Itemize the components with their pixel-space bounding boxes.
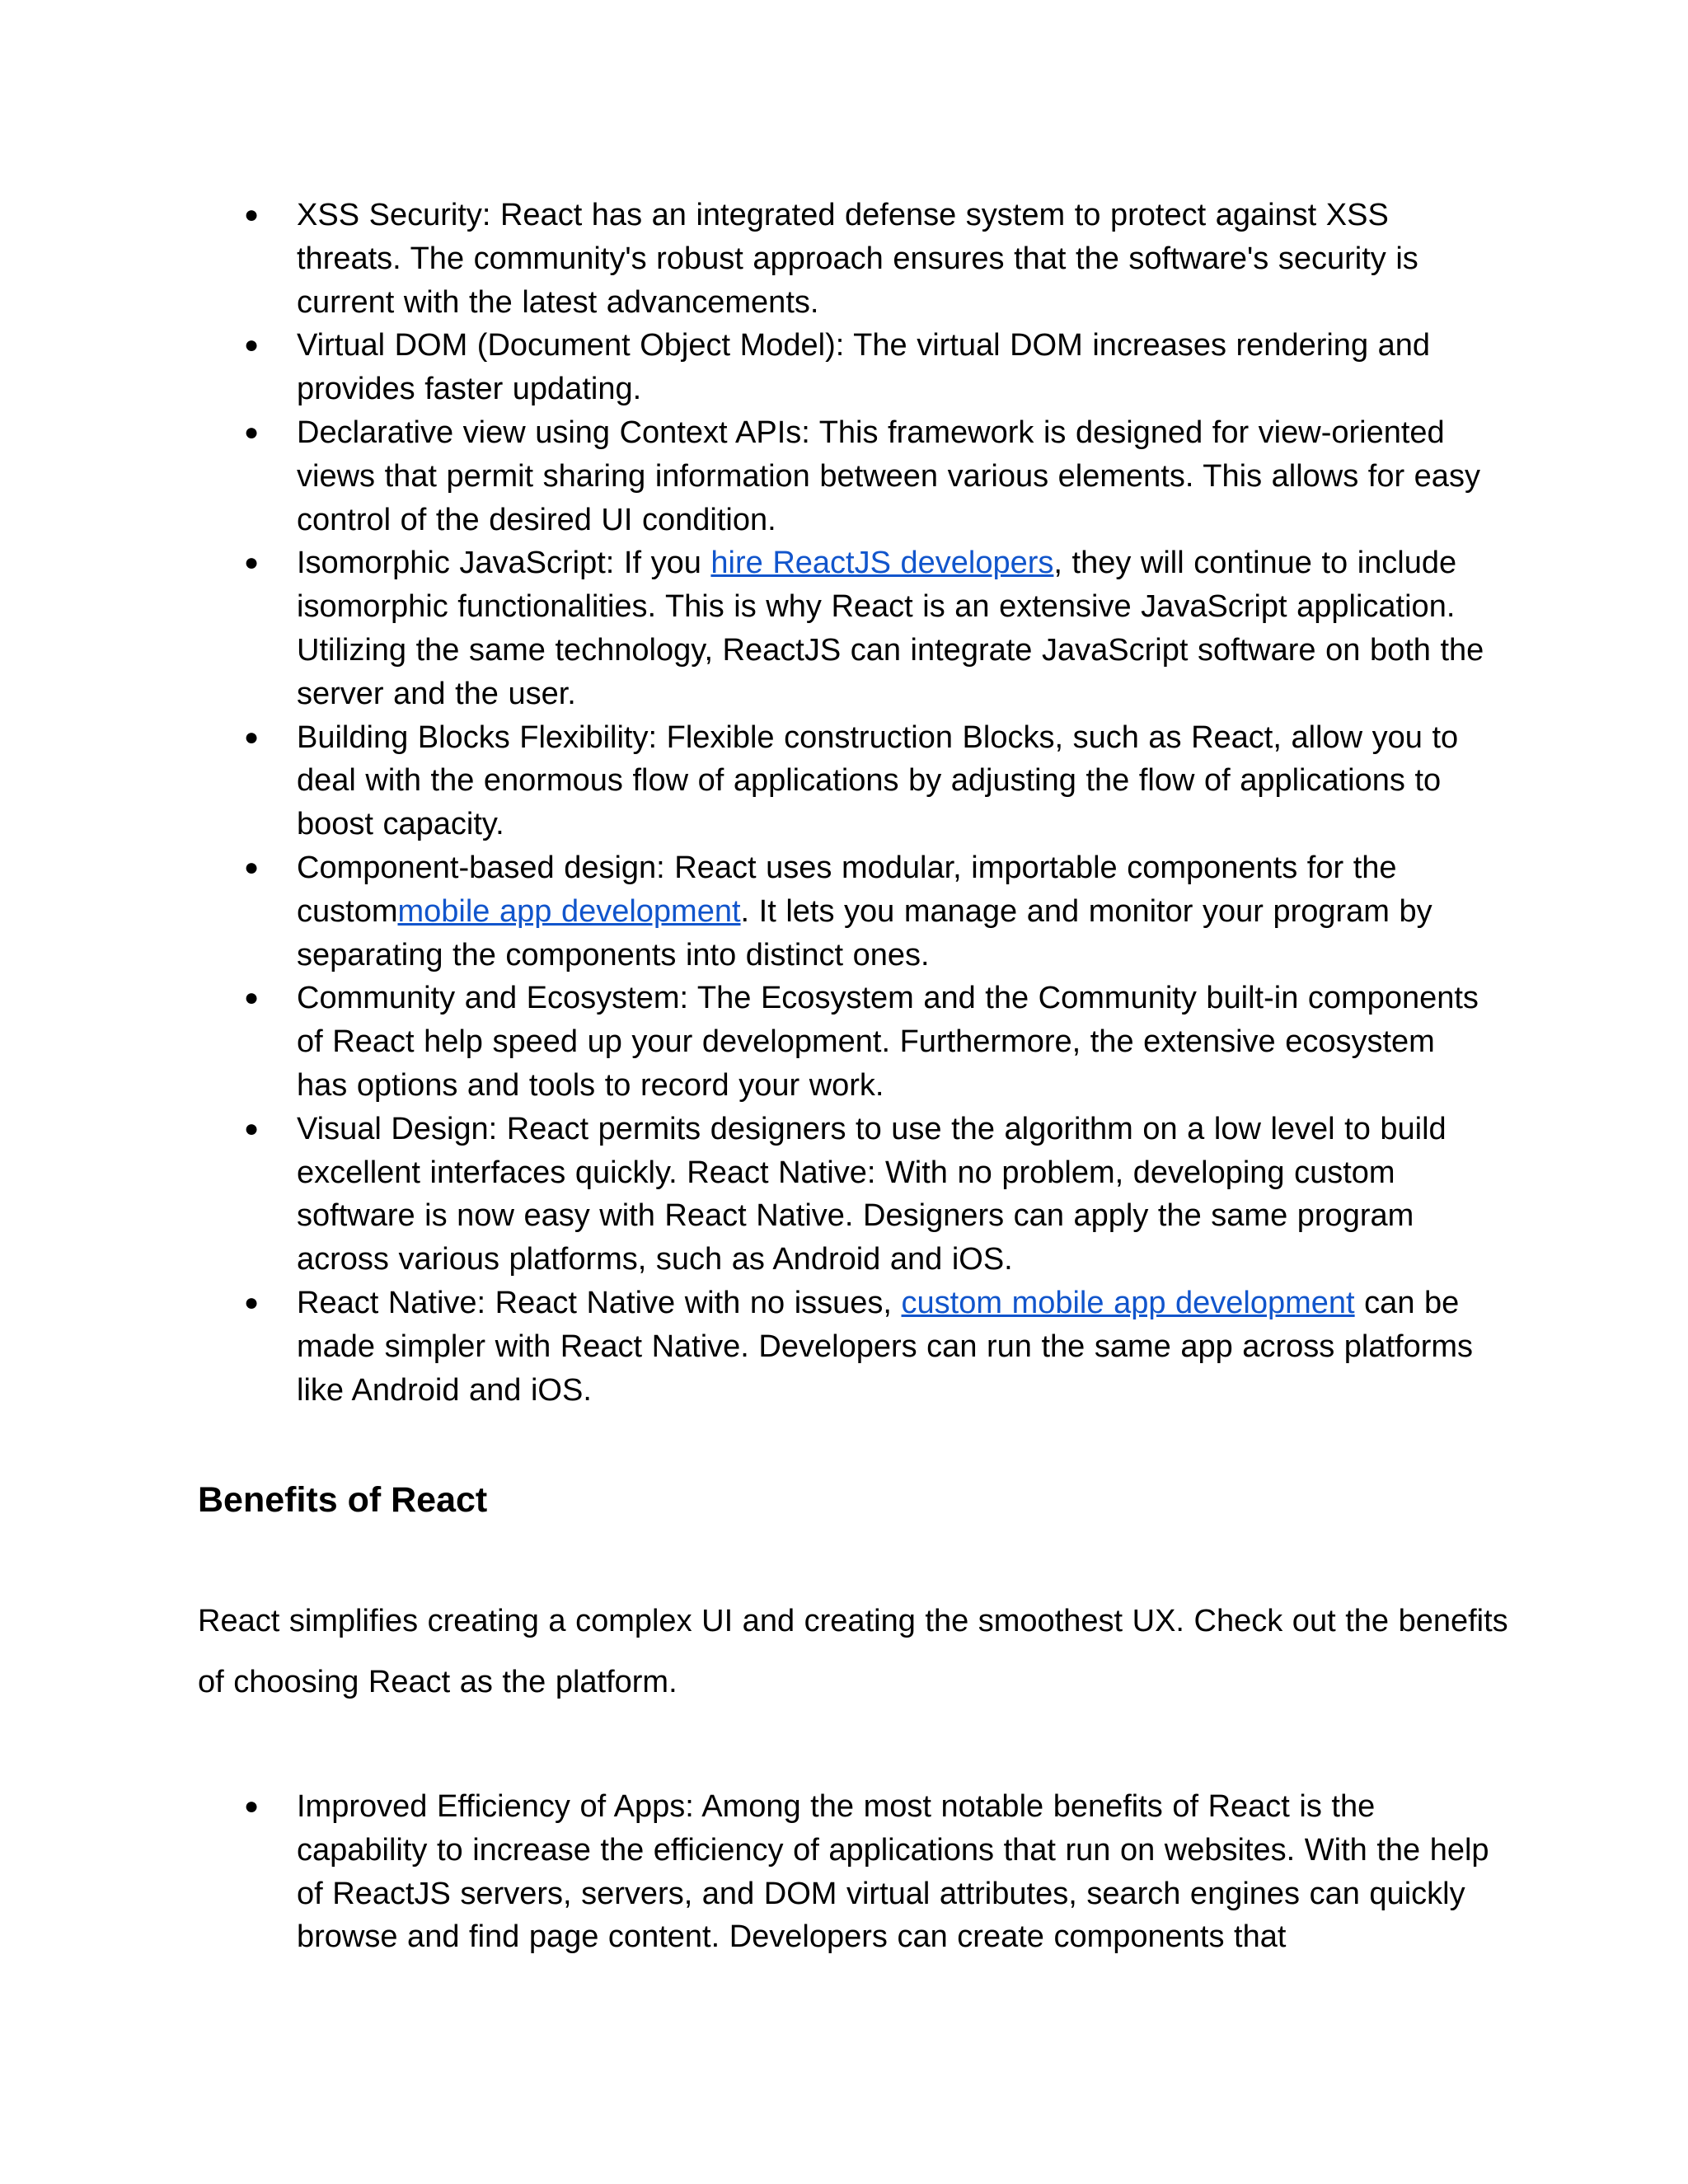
list-item <box>198 846 1492 977</box>
list-item-text-after-link: . It lets you manage and monitor your program by separating the components into distinct ones. <box>297 893 1432 972</box>
list-item-text-after-link: , they will continue to include isomorphic functionalities. This is why React is an extensive JavaScript application. Utilizing the same technology, ReactJS can integrate JavaScript software on both the server and the user. <box>297 546 1484 711</box>
bullet-icon: ● <box>244 331 260 359</box>
list-item-text-before-link: Component-based design: React uses modular, importable components for the custom <box>297 850 1397 929</box>
bullet-icon: ● <box>244 1114 260 1142</box>
bullet-icon: ● <box>244 418 260 446</box>
list-item <box>198 1282 1492 1412</box>
list-item-text: Building Blocks Flexibility: Flexible construction Blocks, such as React, allow you to deal with the enormous flow of applications by adjusting the flow of applications to boost capacity. <box>297 719 1459 842</box>
bullet-icon: ● <box>244 723 260 751</box>
list-item-text: Community and Ecosystem: The Ecosystem and the Community built-in components of React help speed up your development. Furthermore, the extensive ecosystem has options and tools to record your work. <box>297 981 1479 1103</box>
features-list <box>198 194 1492 1412</box>
list-item <box>198 411 1492 541</box>
bullet-icon: ● <box>244 984 260 1012</box>
benefits-intro-paragraph: React simplifies creating a complex UI and creating the smoothest UX. Check out the benefits of choosing React as the platform. <box>198 1604 1508 1699</box>
list-item <box>198 541 1492 715</box>
list-item-text: Virtual DOM (Document Object Model): The virtual DOM increases rendering and provides faster updating. <box>297 328 1431 407</box>
benefits-list <box>198 1785 1492 1959</box>
list-item <box>198 324 1492 411</box>
list-item-text: Visual Design: React permits designers to use the algorithm on a low level to build excellent interfaces quickly. React Native: With no problem, developing custom software is now easy with React Native. Designers can apply the same program across various platforms, such as Android and iOS. <box>297 1111 1447 1277</box>
list-item <box>198 194 1492 324</box>
mobile-app-development-link[interactable]: mobile app development <box>397 893 741 929</box>
hire-reactjs-developers-link[interactable]: hire ReactJS developers <box>710 546 1054 581</box>
bullet-icon: ● <box>244 549 260 577</box>
bullet-icon: ● <box>244 853 260 881</box>
list-item-text: XSS Security: React has an integrated defense system to protect against XSS threats. The community's robust approach ensures that the software's security is current with the latest advancements. <box>297 198 1418 320</box>
benefits-heading: Benefits of React <box>198 1480 488 1520</box>
bullet-icon: ● <box>244 201 260 228</box>
list-item <box>198 716 1492 846</box>
list-item-text: Improved Efficiency of Apps: Among the most notable benefits of React is the capability to increase the efficiency of applications that run on websites. With the help of ReactJS servers, servers, and DOM virtual attributes, search engines can quickly browse and find page content. Developers can create components that <box>297 1789 1489 1955</box>
bullet-icon: ● <box>244 1793 260 1820</box>
bullet-icon: ● <box>244 1288 260 1316</box>
list-item-text: Declarative view using Context APIs: This framework is designed for view-oriented views that permit sharing information between various elements. This allows for easy control of the desired UI condition. <box>297 415 1480 537</box>
list-item-text-after-link: can be made simpler with React Native. Developers can run the same app across platforms like Android and iOS. <box>297 1285 1474 1408</box>
list-item-text-before-link: Isomorphic JavaScript: If you <box>297 546 711 581</box>
list-item <box>198 1108 1492 1282</box>
list-item <box>198 977 1492 1107</box>
custom-mobile-app-development-link[interactable]: custom mobile app development <box>901 1285 1355 1320</box>
list-item <box>198 1785 1492 1959</box>
list-item-text-before-link: React Native: React Native with no issues, <box>297 1285 902 1320</box>
